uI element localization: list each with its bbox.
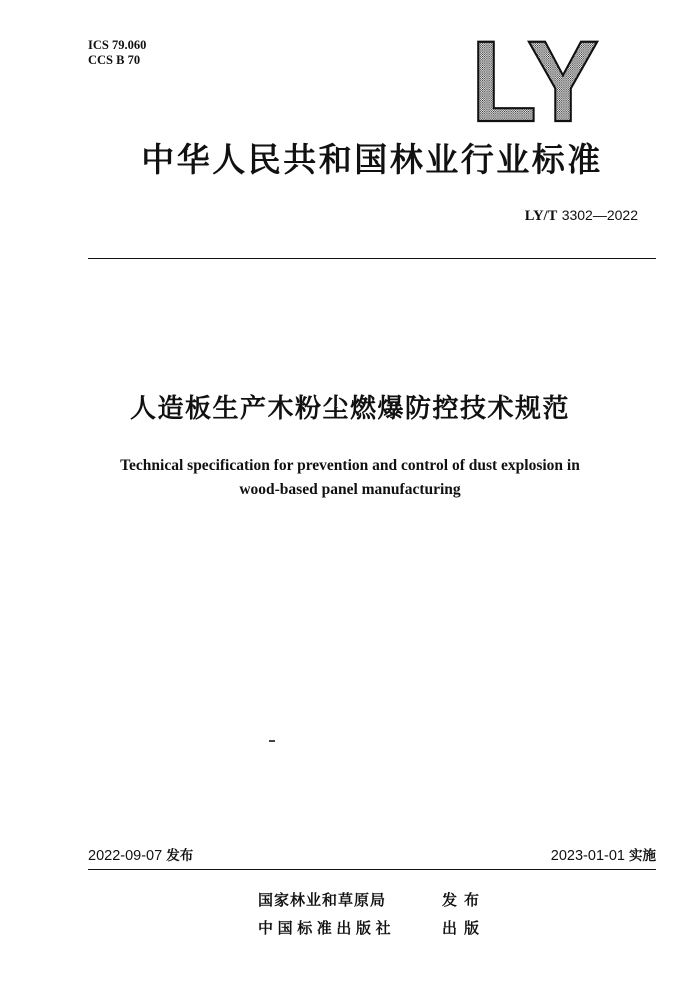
implement-label: 实施: [629, 848, 656, 864]
publisher-row: [258, 890, 487, 910]
issue-date: 2022-09-07: [88, 848, 163, 864]
issue-label: 发布: [166, 848, 194, 864]
publisher-role: 出版: [442, 919, 487, 937]
document-title-cn: 人造板生产木粉尘燃爆防控技术规范: [129, 394, 570, 424]
implement-date-block: [551, 847, 656, 865]
implement-date: 2023-01-01: [550, 848, 625, 864]
footer-divider: [88, 869, 656, 870]
standard-number: [525, 206, 638, 225]
standard-code: 3302—2022: [561, 207, 638, 223]
header-divider: [88, 258, 656, 259]
publisher-org: 国家林业和草原局: [258, 891, 387, 909]
ics-code: ICS 79.060: [88, 38, 147, 52]
classification-codes: [88, 38, 146, 68]
publisher-row: [258, 918, 487, 938]
issuer-title: 中华人民共和国林业行业标准: [141, 140, 603, 179]
standard-prefix: LY/T: [524, 208, 558, 224]
scan-speck: [269, 740, 275, 742]
issue-date-block: [88, 847, 193, 865]
publisher-role: 发布: [442, 891, 487, 909]
document-title-en-line2: wood-based panel manufacturing: [239, 481, 461, 498]
ccs-code: CCS B 70: [88, 53, 141, 67]
document-title-en-line1: Technical specification for prevention and control of dust explosion in: [120, 457, 580, 474]
ly-logo: [471, 34, 601, 129]
publisher-org: 中国标准出版社: [258, 919, 396, 937]
ly-logo-text: LY: [471, 34, 599, 129]
